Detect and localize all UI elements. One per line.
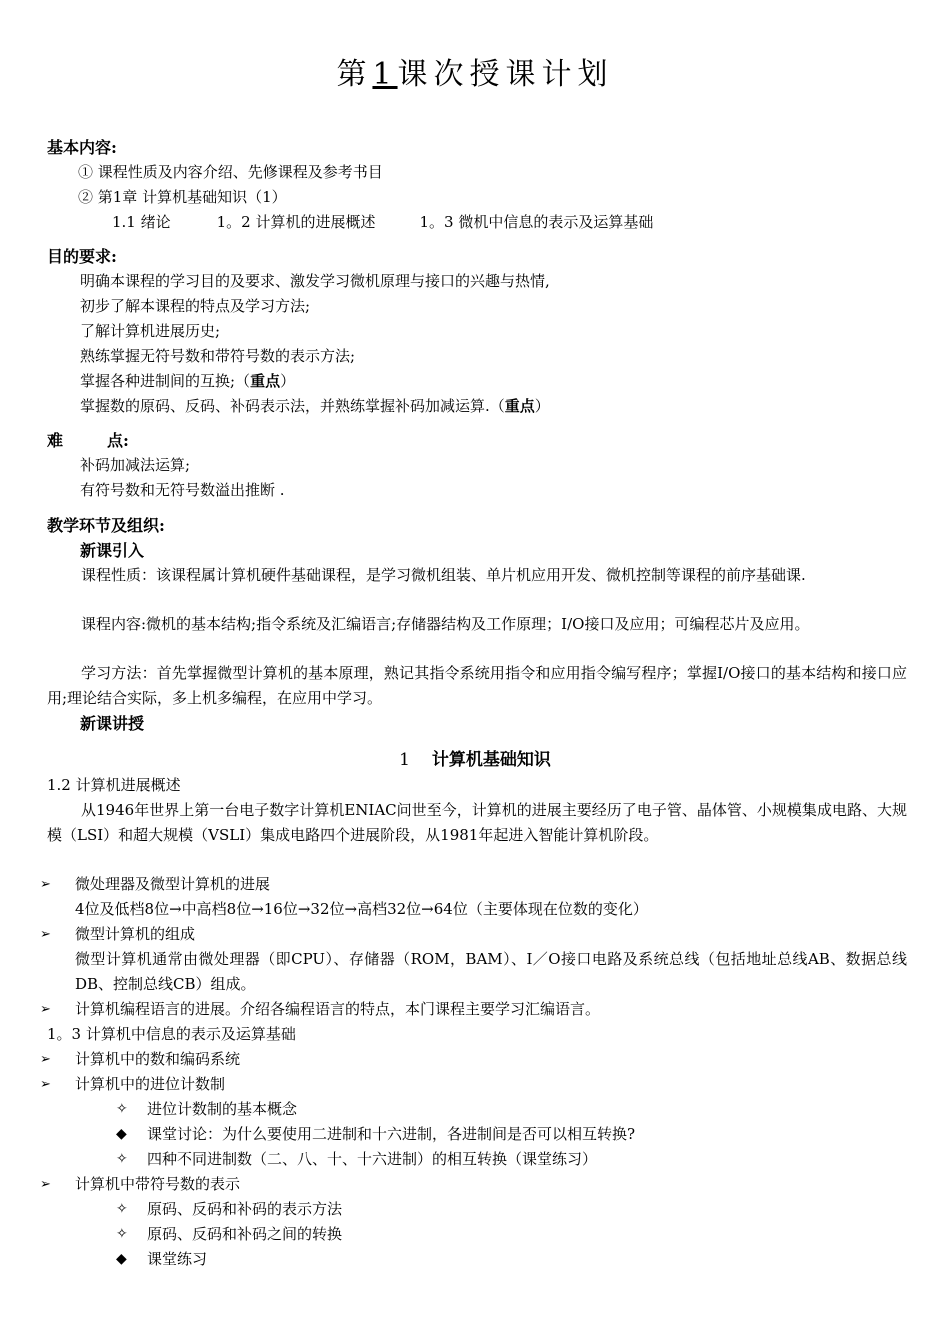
goal-item: 初步了解本课程的特点及学习方法;: [80, 297, 311, 315]
course-nature-paragraph: 课程性质：该课程属计算机硬件基础课程，是学习微机组装、单片机应用开发、微机控制等课程的前序基础课.: [81, 566, 806, 584]
arrow-bullet-icon: ➢: [40, 877, 51, 892]
subtopic-1-1: 1.1 绪论: [112, 213, 171, 231]
basic-item-2: ② 第1章 计算机基础知识（1）: [78, 188, 287, 206]
section-1-2-paragraph: 从1946年世界上第一台电子数字计算机ENIAC问世至今，计算机的进展主要经历了电子管、晶体管、小规模集成电路、大规模（LSI）和超大规模（VSLI）集成电路四个进展阶段，从1981年起进入智能计算机阶段。: [47, 801, 907, 844]
radix-item: 课堂讨论：为什么要使用二进制和十六进制，各进制间是否可以相互转换?: [147, 1125, 636, 1143]
subtopic-1-3: 1。3 微机中信息的表示及运算基础: [419, 213, 654, 231]
goal-text: 掌握数的原码、反码、补码表示法，并熟练掌握补码加减运算.（: [80, 397, 505, 415]
bullet-languages: 计算机编程语言的进展。介绍各编程语言的特点，本门课程主要学习汇编语言。: [75, 1000, 601, 1018]
key-point-label: 重点: [250, 372, 281, 390]
basic-subtopics: [112, 210, 653, 235]
solid-diamond-icon: ◆: [116, 1251, 127, 1267]
goal-item: 了解计算机进展历史;: [80, 322, 221, 340]
intro-heading: 新课引入: [80, 541, 145, 560]
section-1-3-heading: 1。3 计算机中信息的表示及运算基础: [47, 1025, 296, 1043]
teaching-heading: 教学环节及组织:: [47, 516, 165, 535]
difficulty-item: 有符号数和无符号数溢出推断 .: [80, 481, 285, 499]
difficulty-item: 补码加减法运算;: [80, 456, 191, 474]
bullet-encoding: 计算机中的数和编码系统: [75, 1050, 241, 1068]
title-number: 1: [372, 57, 398, 92]
signed-item: 原码、反码和补码之间的转换: [147, 1225, 343, 1243]
arrow-bullet-icon: ➢: [40, 1077, 51, 1092]
subtopic-1-2: 1。2 计算机的进展概述: [216, 213, 376, 231]
signed-item: 原码、反码和补码的表示方法: [147, 1200, 343, 1218]
radix-item: 进位计数制的基本概念: [147, 1100, 298, 1118]
radix-item: 四种不同进制数（二、八、十、十六进制）的相互转换（课堂练习）: [147, 1150, 598, 1168]
chapter-title: 计算机基础知识: [431, 750, 551, 770]
difficulty-heading: [47, 428, 129, 453]
difficulty-heading-b: 点:: [107, 431, 129, 450]
key-point-label: 重点: [504, 397, 535, 415]
bullet-microprocessor: 微处理器及微型计算机的进展: [75, 875, 271, 893]
open-diamond-icon: ✧: [116, 1201, 128, 1217]
signed-item: 课堂练习: [147, 1250, 208, 1268]
arrow-bullet-icon: ➢: [40, 1002, 51, 1017]
microprocessor-detail: 4位及低档8位→中高档8位→16位→32位→高档32位→64位（主要体现在位数的变化）: [75, 900, 648, 918]
goal-item-key-complement: [80, 394, 550, 419]
study-method-paragraph: 学习方法：首先掌握微型计算机的基本原理，熟记其指令系统用指令和应用指令编写程序；掌握I/O接口的基本结构和接口应用;理论结合实际，多上机多编程，在应用中学习。: [47, 664, 907, 707]
open-diamond-icon: ✧: [116, 1226, 128, 1242]
basic-item-1: ① 课程性质及内容介绍、先修课程及参考书目: [78, 163, 383, 181]
goal-text-end: ）: [534, 397, 550, 415]
difficulty-heading-a: 难: [47, 431, 64, 450]
basic-content-heading: 基本内容:: [47, 138, 117, 157]
arrow-bullet-icon: ➢: [40, 1177, 51, 1192]
chapter-number: 1: [399, 750, 410, 770]
goal-item: 熟练掌握无符号数和带符号数的表示方法;: [80, 347, 356, 365]
solid-diamond-icon: ◆: [116, 1126, 127, 1142]
section-1-2-heading: 1.2 计算机进展概述: [47, 776, 181, 794]
composition-detail: 微型计算机通常由微处理器（即CPU）、存储器（ROM，BAM）、I／O接口电路及系统总线（包括地址总线AB、数据总线DB、控制总线CB）组成。: [75, 950, 907, 993]
lecture-heading: 新课讲授: [80, 714, 145, 733]
arrow-bullet-icon: ➢: [40, 1052, 51, 1067]
open-diamond-icon: ✧: [116, 1101, 128, 1117]
bullet-signed-numbers: 计算机中带符号数的表示: [75, 1175, 241, 1193]
title-suffix: 课次授课计划: [397, 57, 614, 92]
goal-item-key-conversion: [80, 369, 295, 394]
goal-item: 明确本课程的学习目的及要求、激发学习微机原理与接口的兴趣与热情,: [80, 272, 550, 290]
open-diamond-icon: ✧: [116, 1151, 128, 1167]
goal-text: 掌握各种进制间的互换;（: [80, 372, 251, 390]
chapter-heading: [0, 748, 950, 773]
bullet-composition: 微型计算机的组成: [75, 925, 196, 943]
course-content-paragraph: 课程内容:微机的基本结构;指令系统及汇编语言;存储器结构及工作原理；I/O接口及应用；可编程芯片及应用。: [81, 615, 810, 633]
bullet-radix: 计算机中的进位计数制: [75, 1075, 226, 1093]
arrow-bullet-icon: ➢: [40, 927, 51, 942]
page-title: [0, 55, 950, 95]
goal-text-end: ）: [280, 372, 296, 390]
goals-heading: 目的要求:: [47, 247, 117, 266]
title-prefix: 第: [336, 57, 373, 92]
